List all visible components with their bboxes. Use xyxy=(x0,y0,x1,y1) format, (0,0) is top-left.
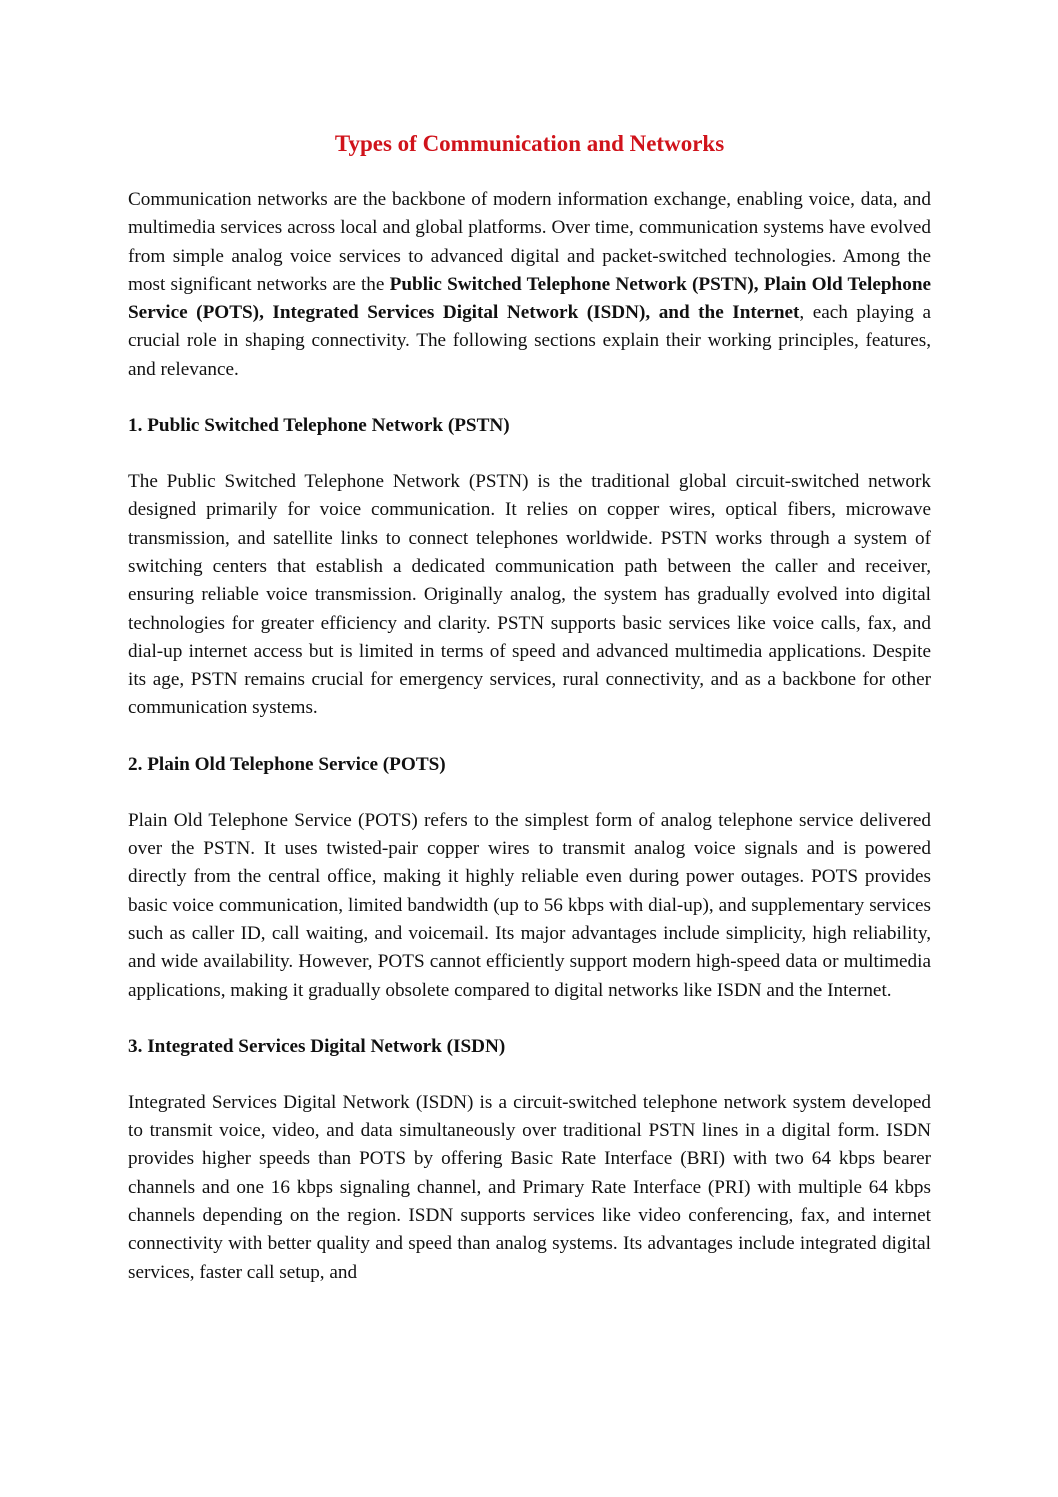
intro-paragraph xyxy=(128,186,931,384)
section-body-pstn: The Public Switched Telephone Network (PSTN) is the traditional global circuit-switched network designed primarily for voice communication. It relies on copper wires, optical fibers, microwave transmission, and satellite links to connect telephones worldwide. PSTN works through a system of switching centers that establish a dedicated communication path between the caller and receiver, ensuring reliable voice transmission. Originally analog, the system has gradually evolved into digital technologies for greater efficiency and clarity. PSTN supports basic services like voice calls, fax, and dial-up internet access but is limited in terms of speed and advanced multimedia applications. Despite its age, PSTN remains crucial for emergency services, rural connectivity, and as a backbone for other communication systems. xyxy=(128,471,931,719)
intro-text-before: Communication networks are the backbone of modern information exchange, enabling voice, data, and multimedia services across local and global platforms. Over time, communication systems have evolved from simple analog voice services to advanced digital and packet-switched technologies. Among the most significant networks are the xyxy=(128,189,931,295)
document-page xyxy=(128,128,931,1287)
intro-text-after: , each playing a crucial role in shaping connectivity. The following sections explain their working principles, features, and relevance. xyxy=(128,302,931,380)
section-heading-pots: 2. Plain Old Telephone Service (POTS) xyxy=(128,753,446,775)
section-heading-pstn: 1. Public Switched Telephone Network (PSTN) xyxy=(128,415,510,437)
section-heading-isdn: 3. Integrated Services Digital Network (ISDN) xyxy=(128,1035,506,1057)
section-body-isdn: Integrated Services Digital Network (ISDN) is a circuit-switched telephone network system developed to transmit voice, video, and data simultaneously over traditional PSTN lines in a digital form. ISDN provides higher speeds than POTS by offering Basic Rate Interface (BRI) with two 64 kbps bearer channels and one 16 kbps signaling channel, and Primary Rate Interface (PRI) with multiple 64 kbps channels depending on the region. ISDN supports services like video conferencing, fax, and internet connectivity with better quality and speed than analog systems. Its advantages include integrated digital services, faster call setup, and xyxy=(128,1091,931,1283)
intro-bold-networks: Public Switched Telephone Network (PSTN), Plain Old Telephone Service (POTS), Integrated Services Digital Network (ISDN), and the Internet xyxy=(128,273,932,324)
section-body-pots: Plain Old Telephone Service (POTS) refers to the simplest form of analog telephone service delivered over the PSTN. It uses twisted-pair copper wires to transmit analog voice signals and is powered directly from the central office, making it highly reliable even during power outages. POTS provides basic voice communication, limited bandwidth (up to 56 kbps with dial-up), and supplementary services such as caller ID, call waiting, and voicemail. Its major advantages include simplicity, high reliability, and wide availability. However, POTS cannot efficiently support modern high-speed data or multimedia applications, making it gradually obsolete compared to digital networks like ISDN and the Internet. xyxy=(128,809,931,1001)
document-title: Types of Communication and Networks xyxy=(334,131,725,156)
